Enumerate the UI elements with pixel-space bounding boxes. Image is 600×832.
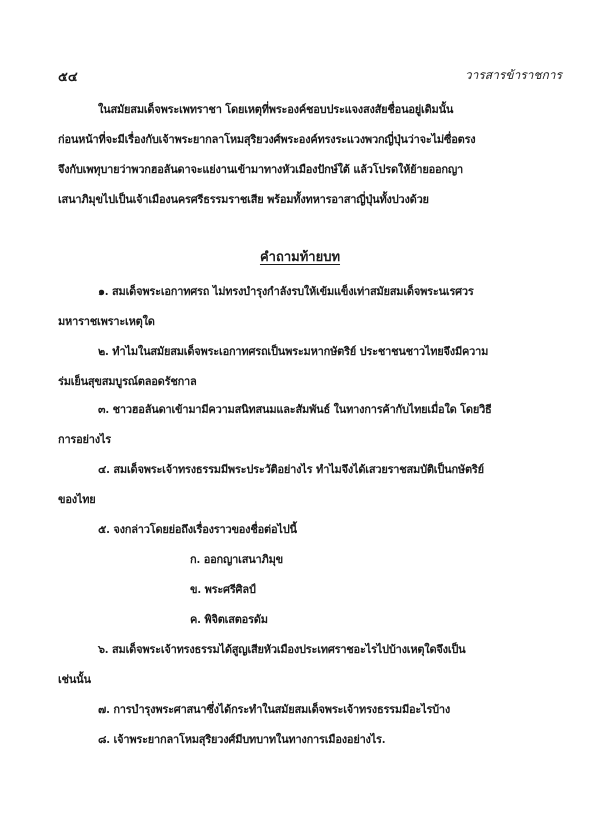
running-title: วารสารข้าราชการ xyxy=(464,68,562,82)
question-item: ๒. ทำไมในสมัยสมเด็จพระเอกาทศรถเป็นพระมหากษัตริย์ ประชาชนชาวไทยจึงมีความ xyxy=(98,345,489,358)
intro-line: ก่อนหน้าที่จะมีเรื่องกับเจ้าพระยากลาโหมสุริยวงศ์พระองค์ทรงระแวงพวกญี่ปุ่นว่าจะไม่ซื่อตรง xyxy=(58,133,476,146)
page-header xyxy=(58,66,562,90)
section-heading-wrap xyxy=(0,246,600,267)
question-item: ๖. สมเด็จพระเจ้าทรงธรรมได้สูญเสียหัวเมืองประเทศราชอะไรไปบ้างเหตุใดจึงเป็น xyxy=(98,643,466,656)
sub-question-item: ข. พระศรีศิลป์ xyxy=(190,583,256,596)
question-continuation: เช่นนั้น xyxy=(58,673,91,686)
question-item: ๑. สมเด็จพระเอกาทศรถ ไม่ทรงบำรุงกำลังรบให้เข้มแข็งเท่าสมัยสมเด็จพระนเรศวร xyxy=(98,285,474,298)
section-heading: คำถามท้ายบท xyxy=(259,250,341,265)
question-continuation: ร่มเย็นสุขสมบูรณ์ตลอดรัชกาล xyxy=(58,375,197,388)
question-item: ๗. การบำรุงพระศาสนาซึ่งได้กระทำในสมัยสมเด็จพระเจ้าทรงธรรมมีอะไรบ้าง xyxy=(98,703,451,716)
question-item: ๓. ชาวฮอลันดาเข้ามามีความสนิทสนมและสัมพันธ์ ในทางการค้ากับไทยเมื่อใด โดยวิธี xyxy=(98,403,492,416)
page-number: ๕๔ xyxy=(58,70,78,85)
intro-line: เสนาภิมุขไปเป็นเจ้าเมืองนครศรีธรรมราชเสีย พร้อมทั้งทหารอาสาญี่ปุ่นทั้งปวงด้วย xyxy=(58,193,429,206)
intro-line: จึงกับเพทุบายว่าพวกฮอลันดาจะแย่งานเข้ามาทางหัวเมืองปักษ์ใต้ แล้วโปรดให้ย้ายออกญา xyxy=(58,163,464,176)
sub-question-item: ค. พิจิตเสตอรดัม xyxy=(190,613,268,626)
question-item: ๘. เจ้าพระยากลาโหมสุริยวงศ์มีบทบาทในทางการเมืองอย่างไร. xyxy=(98,733,386,746)
sub-question-item: ก. ออกญาเสนาภิมุข xyxy=(190,553,283,566)
question-continuation: การอย่างไร xyxy=(58,433,111,446)
question-continuation: มหาราชเพราะเหตุใด xyxy=(58,315,155,328)
question-item: ๕. จงกล่าวโดยย่อถึงเรื่องราวของชื่อต่อไปนี้ xyxy=(98,523,297,536)
intro-line: ในสมัยสมเด็จพระเพทราชา โดยเหตุที่พระองค์ชอบประแจงสงสัยชื่อนอยู่เดิมนั้น xyxy=(98,103,454,116)
question-continuation: ของไทย xyxy=(58,493,96,506)
question-item: ๔. สมเด็จพระเจ้าทรงธรรมมีพระประวัติอย่างไร ทำไมจึงได้เสวยราชสมบัติเป็นกษัตริย์ xyxy=(98,463,484,476)
